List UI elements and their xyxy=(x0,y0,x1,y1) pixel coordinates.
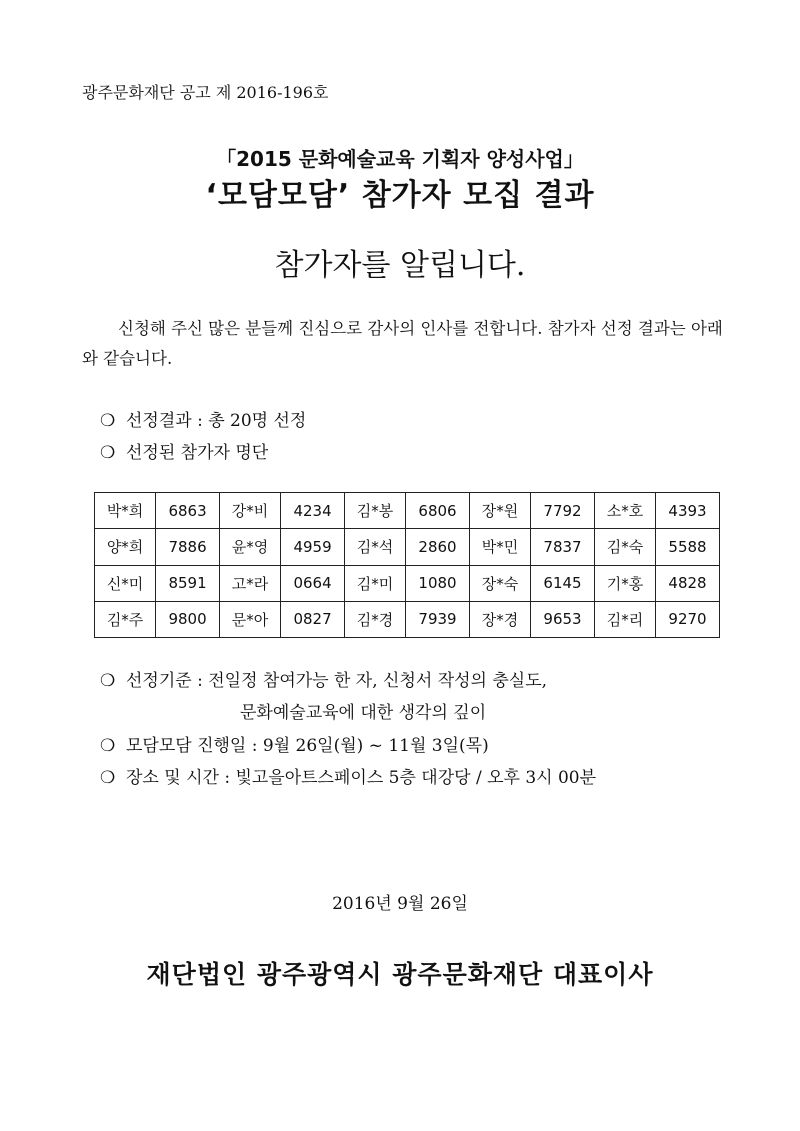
participant-name-cell: 소*호 xyxy=(594,493,655,529)
participant-name-cell: 박*희 xyxy=(95,493,156,529)
bullet-criteria xyxy=(100,666,547,691)
participant-number-cell: 9653 xyxy=(531,601,595,637)
circle-bullet-icon: ❍ xyxy=(100,411,116,431)
participant-number-cell: 7792 xyxy=(531,493,595,529)
participant-name-cell: 박*민 xyxy=(469,529,530,565)
participant-name-cell: 신*미 xyxy=(95,565,156,601)
circle-bullet-icon: ❍ xyxy=(100,443,116,463)
participant-number-cell: 4959 xyxy=(281,529,345,565)
participant-name-cell: 김*숙 xyxy=(594,529,655,565)
participant-number-cell: 7837 xyxy=(531,529,595,565)
table-row xyxy=(95,565,720,601)
participant-name-cell: 강*비 xyxy=(219,493,280,529)
table-row xyxy=(95,601,720,637)
participant-name-cell: 고*라 xyxy=(219,565,280,601)
bullet-text: 장소 및 시간 : 빛고을아트스페이스 5층 대강당 / 오후 3시 00분 xyxy=(126,768,597,788)
bullet-text: 선정된 참가자 명단 xyxy=(126,443,269,463)
circle-bullet-icon: ❍ xyxy=(100,671,116,691)
participant-number-cell: 9270 xyxy=(656,601,720,637)
document-subtitle: 「2015 문화예술교육 기획자 양성사업」 xyxy=(216,147,584,171)
bullet-text: 모담모담 진행일 : 9월 26일(월) ~ 11월 3일(목) xyxy=(126,736,489,756)
participant-number-cell: 5588 xyxy=(656,529,720,565)
participant-number-cell: 9800 xyxy=(156,601,220,637)
participant-name-cell: 김*경 xyxy=(344,601,405,637)
participant-name-cell: 김*봉 xyxy=(344,493,405,529)
participant-table xyxy=(94,492,720,638)
notice-number: 광주문화재단 공고 제 2016-196호 xyxy=(82,83,329,102)
participant-number-cell: 6806 xyxy=(406,493,470,529)
issuer-signature: 재단법인 광주광역시 광주문화재단 대표이사 xyxy=(146,960,654,989)
participant-number-cell: 2860 xyxy=(406,529,470,565)
participant-number-cell: 6863 xyxy=(156,493,220,529)
criteria-continuation: 문화예술교육에 대한 생각의 깊이 xyxy=(240,703,487,723)
document-date: 2016년 9월 26일 xyxy=(332,894,468,914)
table-row xyxy=(95,529,720,565)
participant-name-cell: 윤*영 xyxy=(219,529,280,565)
bullet-venue xyxy=(100,763,596,788)
participant-number-cell: 4393 xyxy=(656,493,720,529)
document-title: ‘모담모담’ 참가자 모집 결과 xyxy=(205,178,595,213)
participant-number-cell: 7939 xyxy=(406,601,470,637)
participant-name-cell: 김*미 xyxy=(344,565,405,601)
circle-bullet-icon: ❍ xyxy=(100,768,116,788)
table-row xyxy=(95,493,720,529)
bullet-participant-list xyxy=(100,438,268,463)
announcement-heading: 참가자를 알립니다. xyxy=(274,248,526,283)
participant-name-cell: 김*주 xyxy=(95,601,156,637)
participant-number-cell: 8591 xyxy=(156,565,220,601)
bullet-selection-result xyxy=(100,406,306,431)
participant-number-cell: 1080 xyxy=(406,565,470,601)
participant-name-cell: 기*홍 xyxy=(594,565,655,601)
participant-name-cell: 장*숙 xyxy=(469,565,530,601)
bullet-schedule xyxy=(100,731,489,756)
participant-number-cell: 0664 xyxy=(281,565,345,601)
bullet-text: 선정기준 : 전일정 참여가능 한 자, 신청서 작성의 충실도, xyxy=(126,671,548,691)
circle-bullet-icon: ❍ xyxy=(100,736,116,756)
participant-number-cell: 4828 xyxy=(656,565,720,601)
participant-name-cell: 김*석 xyxy=(344,529,405,565)
participant-name-cell: 장*경 xyxy=(469,601,530,637)
participant-name-cell: 양*희 xyxy=(95,529,156,565)
participant-name-cell: 김*리 xyxy=(594,601,655,637)
participant-name-cell: 장*원 xyxy=(469,493,530,529)
participant-number-cell: 0827 xyxy=(281,601,345,637)
intro-paragraph: 신청해 주신 많은 분들께 진심으로 감사의 인사를 전합니다. 참가자 선정 결과는 아래와 같습니다. xyxy=(82,319,723,368)
participant-number-cell: 7886 xyxy=(156,529,220,565)
bullet-text: 선정결과 : 총 20명 선정 xyxy=(126,411,307,431)
participant-number-cell: 6145 xyxy=(531,565,595,601)
participant-name-cell: 문*아 xyxy=(219,601,280,637)
participant-number-cell: 4234 xyxy=(281,493,345,529)
